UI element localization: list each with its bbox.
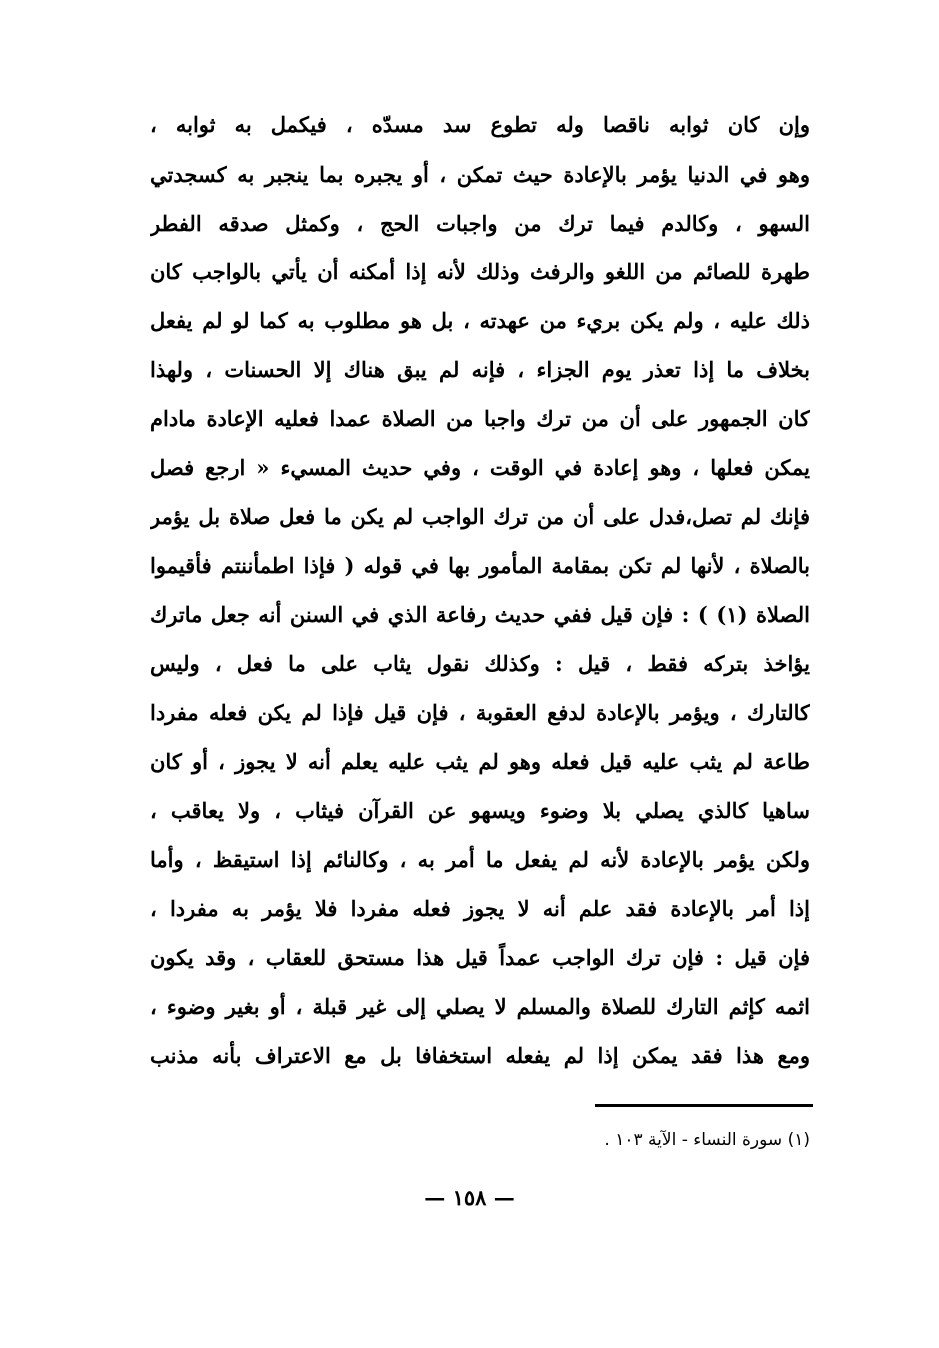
footnote: (١) سورة النساء - الآية ١٠٣ . <box>604 1130 810 1150</box>
text-line: طاعة لم يثب عليه قيل فعله وهو لم يثب عليه يعلم أنه لا يجوز ، أو كان <box>150 749 810 774</box>
text-line: ولكن يؤمر بالإعادة لأنه لم يفعل ما أمر به ، وكالنائم إذا استيقظ ، وأما <box>150 847 810 872</box>
text-line: يمكن فعلها ، وهو إعادة في الوقت ، وفي حديث المسيء « ارجع فصل <box>150 455 810 480</box>
text-line: كان الجمهور على أن من ترك واجبا من الصلاة عمدا فعليه الإعادة مادام <box>150 406 810 431</box>
text-line: ومع هذا فقد يمكن إذا لم يفعله استخفافا بل مع الاعتراف بأنه مذنب <box>150 1043 810 1068</box>
text-line: فإن قيل : فإن ترك الواجب عمداً قيل هذا مستحق للعقاب ، وقد يكون <box>150 945 810 970</box>
text-line: السهو ، وكالدم فيما ترك من واجبات الحج ، وكمثل صدقه الفطر <box>150 211 810 236</box>
text-line: فإنك لم تصل،فدل على أن من ترك الواجب لم يكن ما فعل صلاة بل يؤمر <box>150 504 810 529</box>
page-number: — ١٥٨ — <box>424 1185 515 1210</box>
text-line: وهو في الدنيا يؤمر بالإعادة حيث تمكن ، أو يجبره بما ينجبر به كسجدتي <box>150 162 810 187</box>
text-line: بالصلاة ، لأنها لم تكن بمقامة المأمور بها في قوله ( فإذا اطمأننتم فأقيموا <box>150 553 810 578</box>
footnote-divider <box>595 1104 813 1107</box>
text-line: الصلاة (١) ) : فإن قيل ففي حديث رفاعة الذي في السنن أنه جعل ماترك <box>150 602 810 627</box>
text-line: ساهيا كالذي يصلي بلا وضوء ويسهو عن القرآن فيثاب ، ولا يعاقب ، <box>150 798 810 823</box>
text-line: بخلاف ما إذا تعذر يوم الجزاء ، فإنه لم يبق هناك إلا الحسنات ، ولهذا <box>150 357 810 382</box>
text-line: طهرة للصائم من اللغو والرفث وذلك لأنه إذا أمكنه أن يأتي بالواجب كان <box>150 259 810 284</box>
text-line: اثمه كإثم التارك للصلاة والمسلم لا يصلي إلى غير قبلة ، أو بغير وضوء ، <box>150 994 810 1019</box>
text-line: كالتارك ، ويؤمر بالإعادة لدفع العقوبة ، فإن قيل فإذا لم يكن فعله مفردا <box>150 700 810 725</box>
text-line: وإن كان ثوابه ناقصا وله تطوع سد مسدّه ، فيكمل به ثوابه ، <box>150 112 810 137</box>
text-line: ذلك عليه ، ولم يكن بريء من عهدته ، بل هو مطلوب به كما لو لم يفعل <box>150 308 810 333</box>
text-line: إذا أمر بالإعادة فقد علم أنه لا يجوز فعله مفردا فلا يؤمر به مفردا ، <box>150 896 810 921</box>
text-line: يؤاخذ بتركه فقط ، قيل : وكذلك نقول يثاب على ما فعل ، وليس <box>150 651 810 676</box>
